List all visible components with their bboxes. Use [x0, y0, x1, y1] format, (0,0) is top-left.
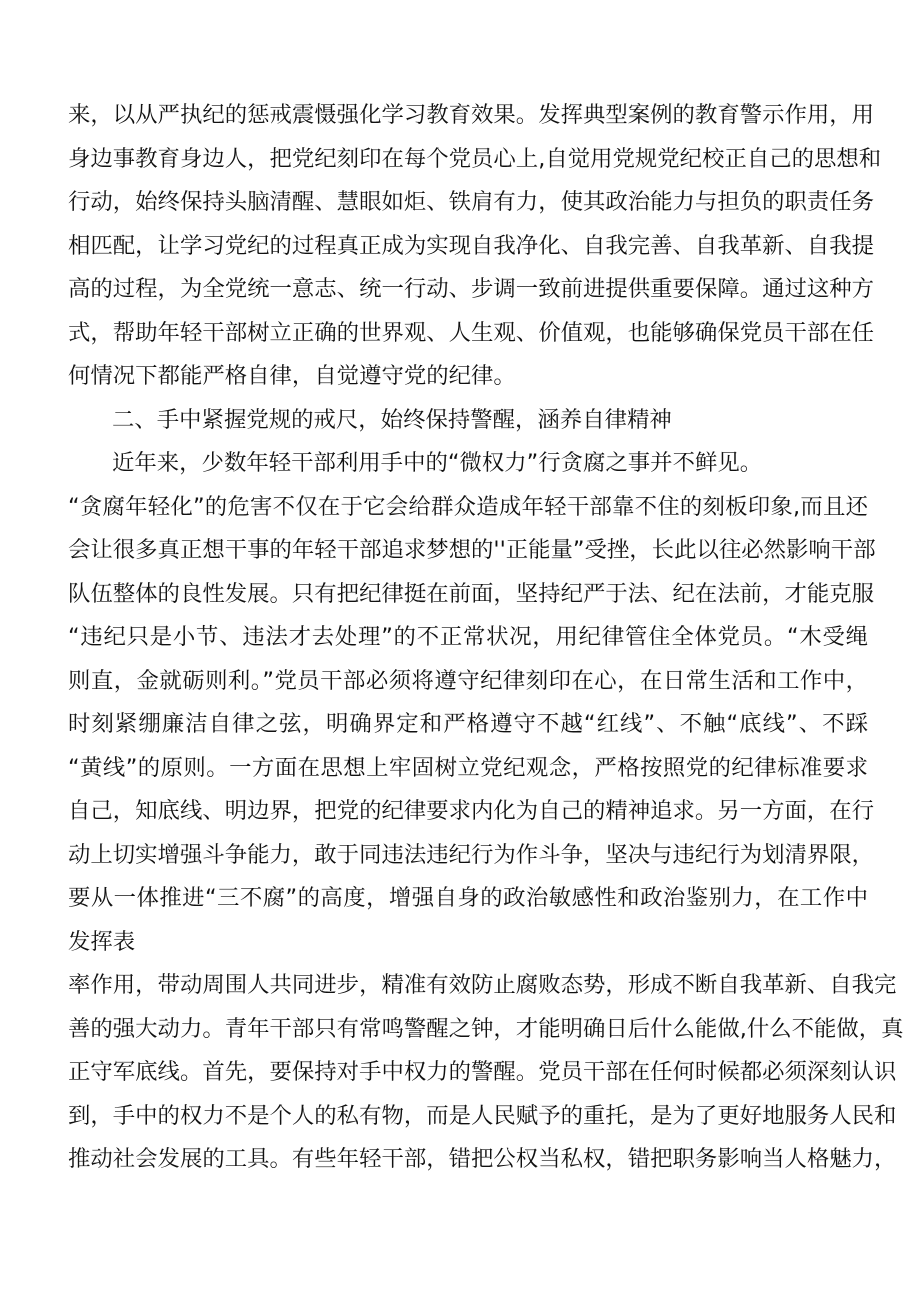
paragraph-line: 到，手中的权力不是个人的私有物，而是人民赋予的重托，是为了更好地服务人民和: [68, 1102, 897, 1129]
paragraph-line: 队伍整体的良性发展。只有把纪律挺在前面，坚持纪严于法、纪在法前，才能克服: [68, 580, 875, 607]
paragraph-line: “贪腐年轻化”的危害不仅在于它会给群众造成年轻干部靠不住的刻板印象,而且还: [68, 493, 868, 520]
paragraph-line: 动上切实增强斗争能力，敢于同违法违纪行为作斗争，坚决与违纪行为划清界限，: [68, 841, 875, 868]
paragraph-line: 则直，金就砺则利。”党员干部必须将遵守纪律刻印在心，在日常生活和工作中，: [68, 667, 868, 694]
paragraph-line: “违纪只是小节、违法才去处理”的不正常状况，用纪律管住全体党员。“木受绳: [68, 624, 868, 650]
paragraph-line: 何情况下都能严格自律，自觉遵守党的纪律。: [68, 363, 516, 389]
paragraph-line: 身边事教育身边人，把党纪刻印在每个党员心上,自觉用党规党纪校正自己的思想和: [68, 145, 882, 172]
paragraph-line: 式，帮助年轻干部树立正确的世界观、人生观、价值观，也能够确保党员干部在任: [68, 319, 875, 346]
paragraph-line: “黄线”的原则。一方面在思想上牢固树立党纪观念，严格按照党的纪律标准要求: [68, 754, 868, 781]
paragraph-line: 要从一体推进“三不腐”的高度，增强自身的政治敏感性和政治鉴别力，在工作中: [68, 885, 868, 911]
paragraph-line: 相匹配，让学习党纪的过程真正成为实现自我净化、自我完善、自我革新、自我提: [68, 232, 875, 259]
paragraph-line: 发挥表: [68, 928, 136, 955]
paragraph-line: 正守军底线。首先，要保持对手中权力的警醒。党员干部在任何时候都必须深刻认识: [68, 1059, 897, 1085]
paragraph-line: 来，以从严执纪的惩戒震慑强化学习教育效果。发挥典型案例的教育警示作用，用: [68, 102, 875, 128]
document-page: [68, 94, 904, 1182]
section-heading: 二、手中紧握党规的戒尺，始终保持警醒，涵养自律精神: [112, 406, 672, 433]
paragraph-line: 自己，知底线、明边界，把党的纪律要求内化为自己的精神追求。另一方面，在行: [68, 798, 875, 824]
paragraph-line: 高的过程，为全党统一意志、统一行动、步调一致前进提供重要保障。通过这种方: [68, 276, 875, 302]
paragraph-line: 行动，始终保持头脑清醒、慧眼如炬、铁肩有力，使其政治能力与担负的职责任务: [68, 189, 875, 215]
paragraph-line: 推动社会发展的工具。有些年轻干部，错把公权当私权，错把职务影响当人格魅力，: [68, 1146, 897, 1172]
paragraph-line: 善的强大动力。青年干部只有常鸣警醒之钟，才能明确日后什么能做,什么不能做，真: [68, 1015, 904, 1042]
paragraph-line: 率作用，带动周围人共同进步，精准有效防止腐败态势，形成不断自我革新、自我完: [68, 972, 897, 998]
paragraph-line: 近年来，少数年轻干部利用手中的“微权力”行贪腐之事并不鲜见。: [112, 450, 763, 476]
paragraph-line: 时刻紧绷廉洁自律之弦，明确界定和严格遵守不越“红线”、不触“底线”、不踩: [68, 711, 868, 737]
paragraph-line: 会让很多真正想干事的年轻干部追求梦想的''正能量”受挫，长此以往必然影响干部: [68, 537, 876, 563]
